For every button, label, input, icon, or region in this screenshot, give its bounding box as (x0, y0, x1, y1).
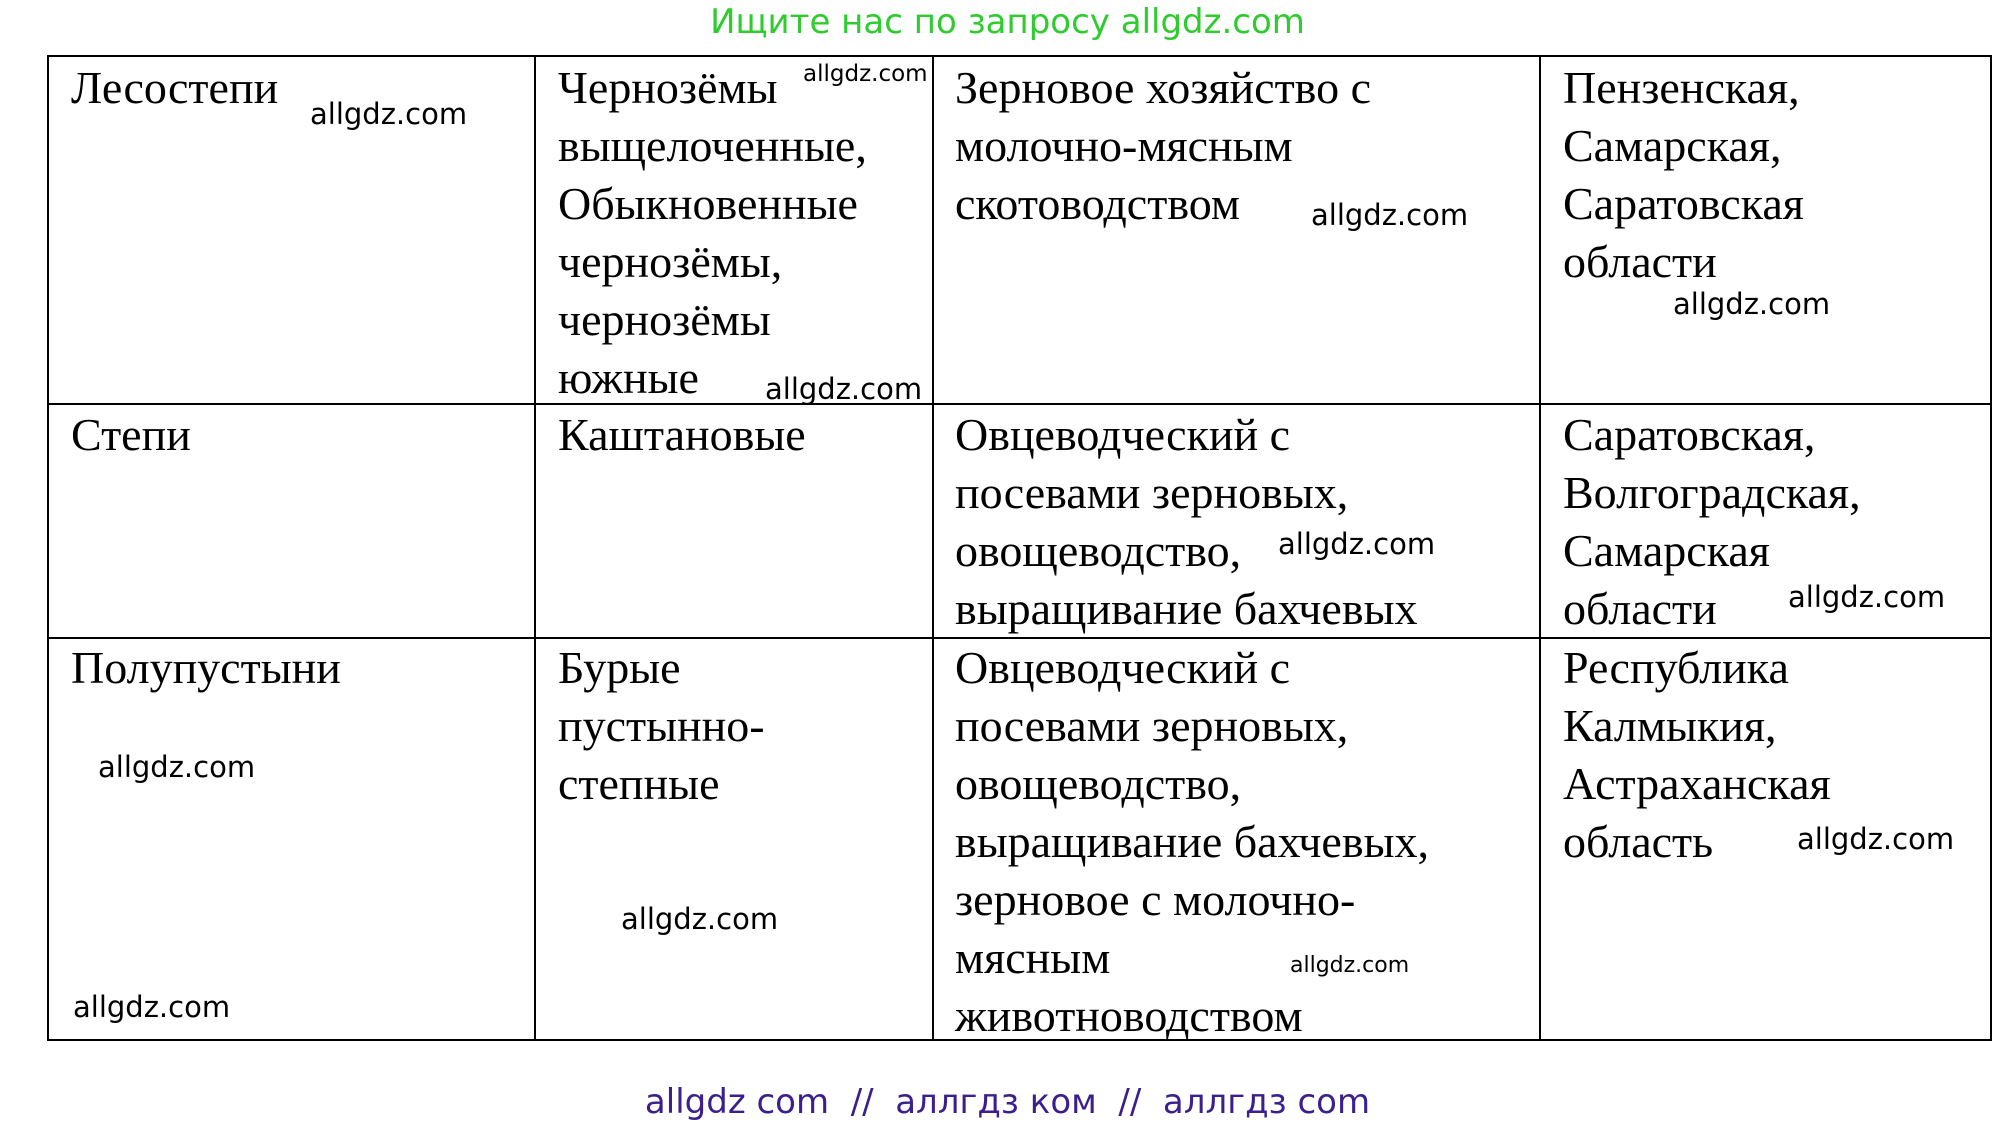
cell-line: выщелоченные, (558, 120, 867, 171)
table-cell-zone: Полупустыни (71, 642, 341, 693)
cell-line: выращивание бахчевых (955, 583, 1418, 634)
watermark: allgdz.com (803, 61, 928, 87)
table-cell-soils (558, 406, 806, 464)
table-cell-agriculture (955, 406, 1417, 638)
cell-line: Республика (1563, 642, 1789, 693)
cell-line: область (1563, 816, 1714, 867)
table-cell-regions (1563, 59, 1804, 291)
cell-line: Самарская, (1563, 120, 1782, 171)
cell-line: мясным (955, 932, 1111, 983)
cell-line: Чернозёмы (558, 62, 778, 113)
cell-line: Зерновое хозяйство с (955, 62, 1371, 113)
cell-line: посевами зерновых, (955, 700, 1349, 751)
watermark: allgdz.com (1673, 287, 1831, 321)
cell-line: Бурые (558, 642, 681, 693)
table-cell-soils (558, 639, 765, 813)
cell-line: области (1563, 583, 1717, 634)
cell-line: животноводством (955, 990, 1303, 1041)
cell-line: Каштановые (558, 409, 806, 460)
table-cell-agriculture (955, 639, 1429, 1045)
watermark: allgdz.com (98, 750, 256, 784)
table-cell-regions (1563, 639, 1831, 871)
cell-line: пустынно- (558, 700, 765, 751)
footer-text: allgdz com // аллгдз ком // аллгдз com (644, 1082, 1371, 1122)
cell-line: Калмыкия, (1563, 700, 1777, 751)
footer-links (0, 1082, 2015, 1122)
cell-line: Овцеводческий с (955, 409, 1291, 460)
watermark: allgdz.com (1788, 580, 1946, 614)
watermark: allgdz.com (765, 372, 923, 406)
watermark: allgdz.com (1278, 527, 1436, 561)
table-cell-zone: Степи (71, 409, 191, 460)
table-cell-agriculture (955, 59, 1371, 233)
watermark: allgdz.com (1311, 198, 1469, 232)
watermark: allgdz.com (310, 97, 468, 131)
table-cell-soils (558, 59, 867, 407)
cell-line: овощеводство, (955, 525, 1242, 576)
row-divider (49, 403, 1990, 405)
cell-line: выращивание бахчевых, (955, 816, 1429, 867)
watermark: allgdz.com (1797, 822, 1955, 856)
watermark: allgdz.com (621, 902, 779, 936)
cell-line: овощеводство, (955, 758, 1242, 809)
cell-line: чернозёмы (558, 294, 771, 345)
cell-line: Астраханская (1563, 758, 1831, 809)
cell-line: Овцеводческий с (955, 642, 1291, 693)
watermark: allgdz.com (1290, 953, 1410, 978)
cell-line: Обыкновенные (558, 178, 858, 229)
cell-line: скотоводством (955, 178, 1240, 229)
cell-line: Саратовская, (1563, 409, 1816, 460)
cell-line: чернозёмы, (558, 236, 783, 287)
watermark: allgdz.com (73, 990, 231, 1024)
cell-line: степные (558, 758, 720, 809)
column-divider (1539, 57, 1541, 1039)
cell-line: Самарская (1563, 525, 1770, 576)
cell-line: Волгоградская, (1563, 467, 1861, 518)
column-divider (932, 57, 934, 1039)
cell-line: области (1563, 236, 1717, 287)
column-divider (534, 57, 536, 1039)
cell-line: зерновое с молочно- (955, 874, 1356, 925)
cell-line: посевами зерновых, (955, 467, 1349, 518)
table-cell-zone: Лесостепи (71, 62, 279, 113)
cell-line: молочно-мясным (955, 120, 1293, 171)
cell-line: Саратовская (1563, 178, 1804, 229)
cell-line: Пензенская, (1563, 62, 1800, 113)
top-banner: Ищите нас по запросу allgdz.com (710, 2, 1305, 42)
cell-line: южные (558, 352, 699, 403)
